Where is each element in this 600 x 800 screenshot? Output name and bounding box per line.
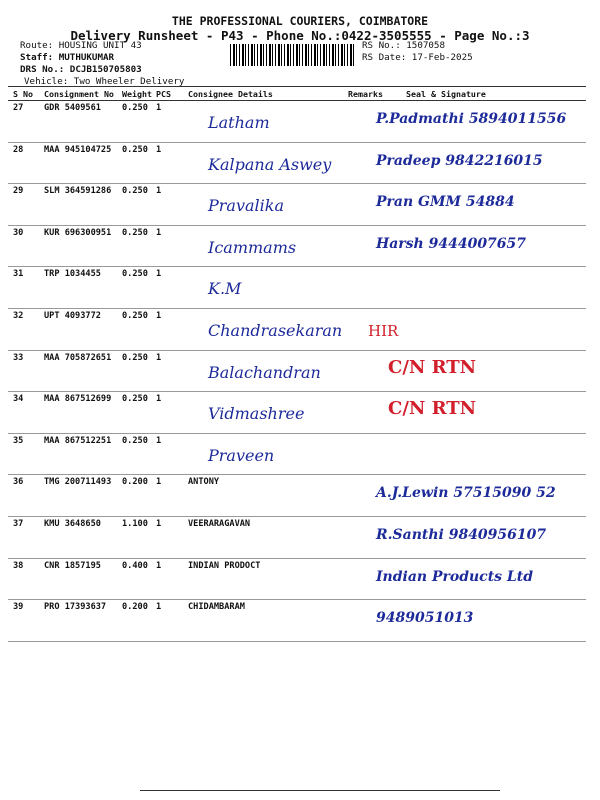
vehicle: Vehicle: Two Wheeler Delivery [24, 76, 185, 87]
col-consignment: Consignment No [44, 89, 114, 99]
signature: P.Padmathi 5894011556 [376, 111, 567, 127]
row-weight: 0.250 [122, 352, 148, 363]
rs-info [362, 40, 473, 64]
row-sno: 33 [13, 352, 24, 363]
row-pcs: 1 [156, 227, 162, 238]
row-consignment: MAA 867512251 [44, 435, 112, 446]
handwritten-consignee: Latham [208, 113, 270, 132]
row-pcs: 1 [156, 560, 162, 571]
signature: Pran GMM 54884 [376, 194, 515, 211]
row-sno: 32 [13, 310, 24, 321]
row-consignment: SLM 364591286 [44, 186, 112, 197]
row-pcs: 1 [156, 103, 162, 113]
signature: Harsh 9444007657 [376, 235, 527, 252]
table-header [8, 86, 586, 101]
row-pcs: 1 [156, 518, 162, 529]
row-pcs: 1 [156, 435, 162, 446]
row-weight: 0.250 [122, 186, 148, 197]
col-sno: S No [13, 89, 33, 99]
row-consignee: ANTONY [188, 477, 220, 488]
return-remark: C/N RTN [388, 398, 477, 420]
row-weight: 0.250 [122, 227, 148, 238]
row-pcs: 1 [156, 269, 162, 280]
handwritten-consignee: K.M [208, 279, 242, 299]
table-row [8, 517, 586, 559]
row-sno: 39 [13, 602, 24, 613]
row-consignee: CHIDAMBARAM [188, 602, 245, 613]
row-consignment: MAA 867512699 [44, 394, 112, 405]
row-sno: 34 [13, 394, 24, 405]
table-row [8, 351, 586, 393]
row-pcs: 1 [156, 394, 162, 405]
row-sno: 29 [13, 186, 24, 197]
signature: Indian Products Ltd [376, 568, 534, 585]
handwritten-consignee: Pravalika [208, 196, 284, 216]
handwritten-consignee: Balachandran [208, 362, 321, 382]
table-row [8, 475, 586, 517]
row-consignment: PRO 17393637 [44, 602, 107, 613]
row-consignee: INDIAN PRODOCT [188, 560, 261, 571]
row-weight: 0.250 [122, 269, 148, 280]
row-pcs: 1 [156, 477, 162, 488]
row-consignment: UPT 4093772 [44, 310, 101, 321]
row-consignment: KMU 3648650 [44, 518, 101, 529]
col-consignee: Consignee Details [188, 89, 273, 99]
row-weight: 0.200 [122, 602, 148, 613]
handwritten-consignee: Icammams [208, 237, 297, 257]
row-pcs: 1 [156, 352, 162, 363]
row-pcs: 1 [156, 310, 162, 321]
row-pcs: 1 [156, 602, 162, 613]
col-pcs: PCS [156, 89, 171, 99]
drs-number: DRS No.: DCJB150705803 [20, 64, 142, 75]
hir-note: HIR [368, 322, 399, 340]
row-weight: 0.400 [122, 560, 148, 571]
row-weight: 0.250 [122, 435, 148, 446]
row-consignment: MAA 945104725 [44, 144, 112, 155]
table-row [8, 434, 586, 476]
table-row [8, 226, 586, 268]
barcode [230, 44, 356, 66]
table-row [8, 267, 586, 309]
row-sno: 35 [13, 435, 24, 446]
row-sno: 31 [13, 269, 24, 280]
table-row [8, 600, 586, 642]
handwritten-consignee: Chandrasekaran [208, 320, 343, 340]
row-pcs: 1 [156, 186, 162, 197]
rs-date: RS Date: 17-Feb-2025 [362, 52, 473, 63]
handwritten-consignee: Vidmashree [208, 404, 305, 424]
row-consignment: CNR 1857195 [44, 560, 101, 571]
row-consignment: MAA 705872651 [44, 352, 112, 363]
row-weight: 0.200 [122, 477, 148, 488]
staff: Staff: MUTHUKUMAR [20, 52, 115, 63]
runsheet-subtitle: Delivery Runsheet - P43 - Phone No.:0422-3505555 - Page No.:3 [70, 28, 530, 43]
table-row [8, 559, 586, 601]
row-weight: 0.250 [122, 310, 148, 321]
handwritten-consignee: Praveen [208, 445, 275, 465]
signature: 9489051013 [376, 610, 474, 627]
row-pcs: 1 [156, 144, 162, 155]
company-title: THE PROFESSIONAL COURIERS, COIMBATORE [171, 14, 429, 28]
table-row [8, 101, 586, 143]
row-sno: 36 [13, 477, 24, 488]
row-weight: 0.250 [122, 103, 148, 113]
row-sno: 37 [13, 518, 24, 529]
col-remarks: Remarks [348, 89, 383, 99]
signature: R.Santhi 9840956107 [376, 526, 547, 543]
footer-divider [140, 790, 500, 791]
col-seal: Seal & Signature [406, 89, 486, 99]
row-consignment: KUR 696300951 [44, 227, 112, 238]
table-body [8, 101, 586, 642]
row-weight: 1.100 [122, 518, 148, 529]
row-sno: 28 [13, 144, 24, 155]
route: Route: HOUSING UNIT 43 [20, 40, 142, 51]
row-consignee: VEERARAGAVAN [188, 518, 251, 529]
table-row [8, 143, 586, 185]
row-sno: 30 [13, 227, 24, 238]
row-consignment: TMG 200711493 [44, 477, 112, 488]
signature: Pradeep 9842216015 [376, 152, 543, 169]
runsheet-table [8, 86, 586, 642]
rs-number: RS No.: 1507058 [362, 40, 445, 51]
row-consignment: GDR 5409561 [44, 103, 101, 113]
handwritten-consignee: Kalpana Aswey [208, 154, 332, 174]
route-info [20, 40, 184, 88]
col-weight: Weight [122, 89, 152, 99]
return-remark: C/N RTN [388, 356, 477, 378]
table-row [8, 309, 586, 351]
signature: A.J.Lewin 57515090 52 [376, 485, 556, 502]
table-row [8, 184, 586, 226]
row-weight: 0.250 [122, 144, 148, 155]
row-consignment: TRP 1034455 [44, 269, 101, 280]
row-sno: 38 [13, 560, 24, 571]
table-row [8, 392, 586, 434]
row-sno: 27 [13, 103, 24, 113]
row-weight: 0.250 [122, 394, 148, 405]
